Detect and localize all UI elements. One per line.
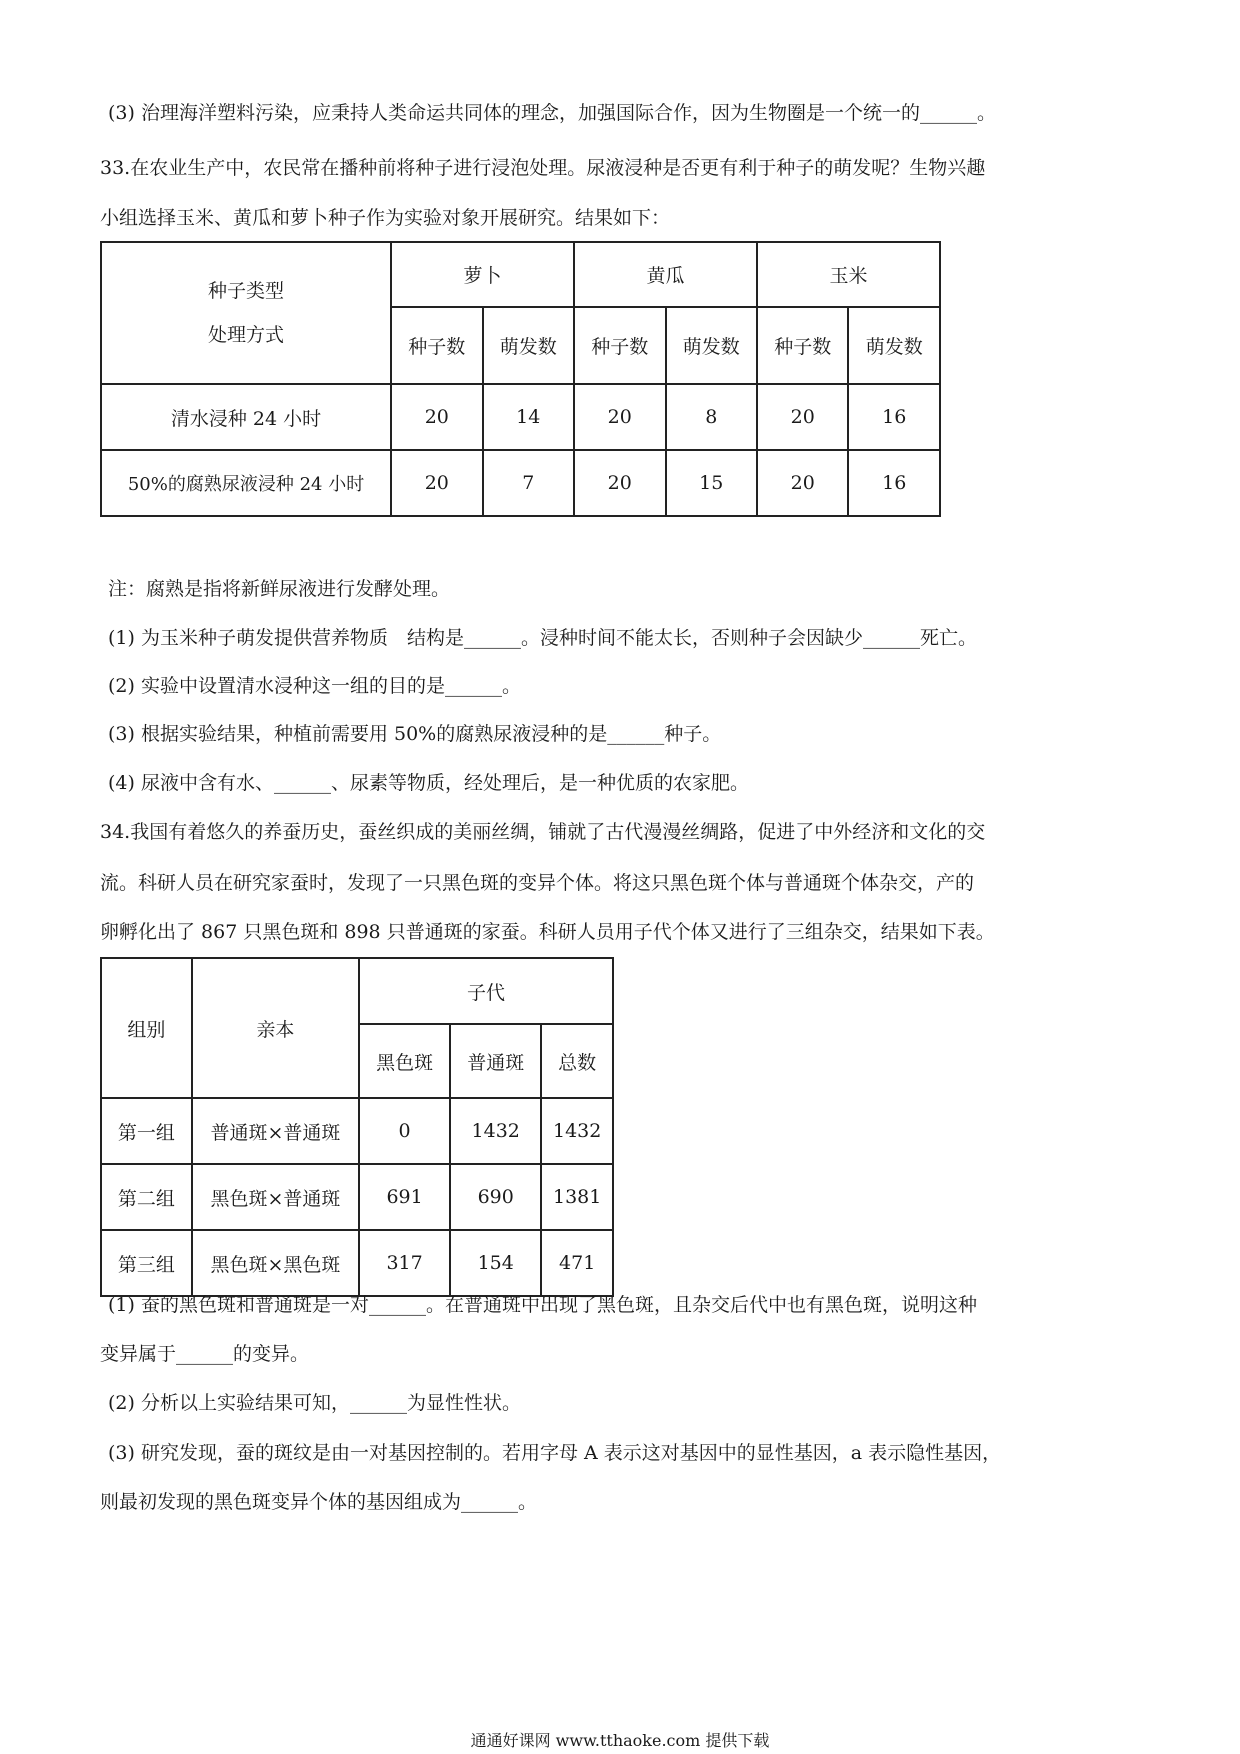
subheader-total: 总数 bbox=[541, 1024, 613, 1098]
table-cell: 20 bbox=[757, 384, 848, 450]
table-cell: 20 bbox=[391, 450, 482, 516]
corner-top-label: 种子类型 bbox=[208, 280, 285, 302]
header-parent: 亲本 bbox=[192, 958, 359, 1098]
q34-sub1-line1: (1) 蚕的黑色斑和普通斑是一对______。在普通斑中出现了黑色斑，且杂交后代中也有黑色斑，说明这种 bbox=[108, 1294, 977, 1316]
crop-header-cucumber: 黄瓜 bbox=[574, 242, 757, 307]
q34-data-table bbox=[100, 957, 614, 1297]
corner-bottom-label: 处理方式 bbox=[208, 324, 285, 346]
q33-data-table bbox=[100, 241, 941, 517]
table-cell: 20 bbox=[574, 450, 665, 516]
subheader-seed-count: 种子数 bbox=[757, 307, 848, 384]
table-cell: 1381 bbox=[541, 1164, 613, 1230]
table-row bbox=[101, 1164, 613, 1230]
parent-cross: 普通斑×普通斑 bbox=[192, 1098, 359, 1164]
table-cell: 15 bbox=[666, 450, 757, 516]
subheader-seed-count: 种子数 bbox=[391, 307, 482, 384]
table-cell: 20 bbox=[757, 450, 848, 516]
table-row bbox=[101, 1098, 613, 1164]
subheader-germination-count: 萌发数 bbox=[483, 307, 574, 384]
table-row bbox=[101, 450, 940, 516]
row-label: 50%的腐熟尿液浸种 24 小时 bbox=[101, 450, 391, 516]
q34-sub1-line2: 变异属于______的变异。 bbox=[100, 1343, 310, 1365]
crop-header-radish: 萝卜 bbox=[391, 242, 574, 307]
table-cell: 7 bbox=[483, 450, 574, 516]
q34-stem-line3: 卵孵化出了 867 只黑色斑和 898 只普通斑的家蚕。科研人员用子代个体又进行了三组杂交，结果如下表。 bbox=[100, 921, 995, 943]
q33-sub1: (1) 为玉米种子萌发提供营养物质 结构是______。浸种时间不能太长，否则种子会因缺少______死亡。 bbox=[108, 627, 977, 649]
group-label: 第三组 bbox=[101, 1230, 192, 1296]
table-cell: 1432 bbox=[541, 1098, 613, 1164]
table-cell: 690 bbox=[450, 1164, 541, 1230]
q33-sub2: (2) 实验中设置清水浸种这一组的目的是______。 bbox=[108, 675, 521, 697]
q33-sub4: (4) 尿液中含有水、______、尿素等物质，经处理后，是一种优质的农家肥。 bbox=[108, 772, 749, 794]
subheader-germination-count: 萌发数 bbox=[666, 307, 757, 384]
q33-sub3: (3) 根据实验结果，种植前需要用 50%的腐熟尿液浸种的是______种子。 bbox=[108, 723, 722, 745]
q33-stem-line1: 33.在农业生产中，农民常在播种前将种子进行浸泡处理。尿液浸种是否更有利于种子的萌发呢？生物兴趣 bbox=[100, 157, 986, 179]
header-offspring: 子代 bbox=[359, 958, 613, 1024]
table-cell: 691 bbox=[359, 1164, 450, 1230]
page-footer: 通通好课网 www.tthaoke.com 提供下载 bbox=[470, 1731, 770, 1750]
table-cell: 16 bbox=[848, 450, 940, 516]
group-label: 第二组 bbox=[101, 1164, 192, 1230]
table-cell: 471 bbox=[541, 1230, 613, 1296]
crop-header-corn: 玉米 bbox=[757, 242, 940, 307]
question-32-3: (3) 治理海洋塑料污染，应秉持人类命运共同体的理念，加强国际合作，因为生物圈是一个统一的______。 bbox=[108, 102, 996, 124]
table-row bbox=[101, 384, 940, 450]
table-cell: 317 bbox=[359, 1230, 450, 1296]
q34-sub3-line1: (3) 研究发现，蚕的斑纹是由一对基因控制的。若用字母 A 表示这对基因中的显性基因，a 表示隐性基因， bbox=[108, 1442, 1002, 1464]
group-label: 第一组 bbox=[101, 1098, 192, 1164]
q34-stem-line2: 流。科研人员在研究家蚕时，发现了一只黑色斑的变异个体。将这只黑色斑个体与普通斑个体杂交，产的 bbox=[100, 872, 975, 894]
table-cell: 8 bbox=[666, 384, 757, 450]
table-cell: 20 bbox=[391, 384, 482, 450]
row-label: 清水浸种 24 小时 bbox=[101, 384, 391, 450]
header-group: 组别 bbox=[101, 958, 192, 1098]
table-cell: 16 bbox=[848, 384, 940, 450]
q33-stem-line2: 小组选择玉米、黄瓜和萝卜种子作为实验对象开展研究。结果如下： bbox=[100, 207, 671, 229]
table-cell: 20 bbox=[574, 384, 665, 450]
table-cell: 0 bbox=[359, 1098, 450, 1164]
table-cell: 1432 bbox=[450, 1098, 541, 1164]
table-corner-header bbox=[101, 242, 391, 384]
subheader-normal-spot: 普通斑 bbox=[450, 1024, 541, 1098]
subheader-black-spot: 黑色斑 bbox=[359, 1024, 450, 1098]
table-cell: 154 bbox=[450, 1230, 541, 1296]
q34-sub3-line2: 则最初发现的黑色斑变异个体的基因组成为______。 bbox=[100, 1491, 538, 1513]
parent-cross: 黑色斑×普通斑 bbox=[192, 1164, 359, 1230]
q34-sub2: (2) 分析以上实验结果可知，______为显性性状。 bbox=[108, 1392, 521, 1414]
subheader-germination-count: 萌发数 bbox=[848, 307, 940, 384]
table-row bbox=[101, 1230, 613, 1296]
parent-cross: 黑色斑×黑色斑 bbox=[192, 1230, 359, 1296]
q33-note: 注：腐熟是指将新鲜尿液进行发酵处理。 bbox=[108, 578, 451, 600]
subheader-seed-count: 种子数 bbox=[574, 307, 665, 384]
q34-stem-line1: 34.我国有着悠久的养蚕历史，蚕丝织成的美丽丝绸，铺就了古代漫漫丝绸路，促进了中外经济和文化的交 bbox=[100, 821, 986, 843]
table-cell: 14 bbox=[483, 384, 574, 450]
